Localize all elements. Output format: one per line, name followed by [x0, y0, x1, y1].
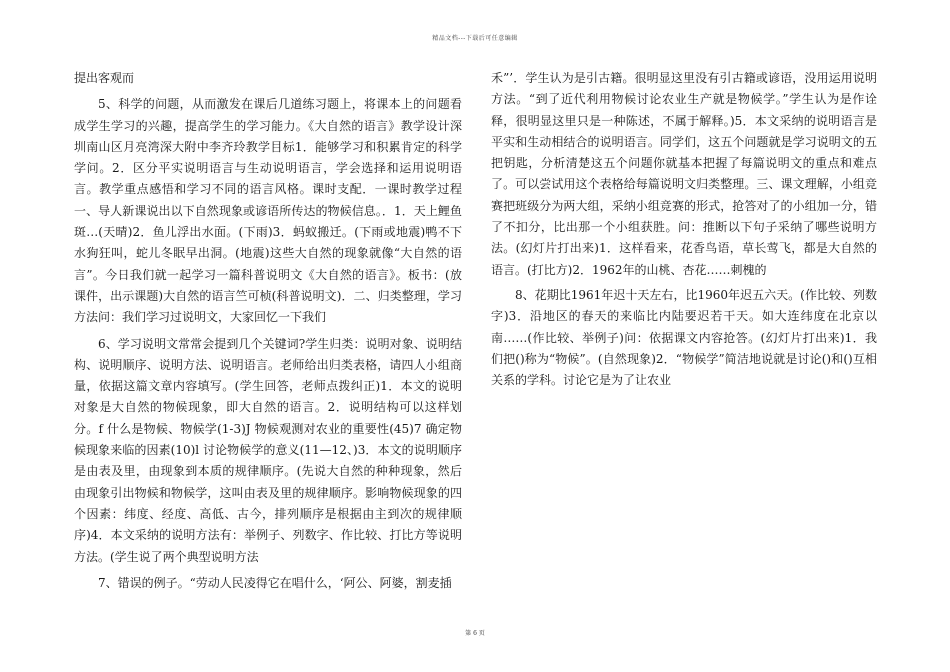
paragraph: 提出客观而 [74, 71, 135, 85]
left-column [74, 68, 462, 594]
right-column [491, 68, 877, 391]
paragraph: 6、学习说明文常常会提到几个关键词?学生归类：说明对象、说明结构、说明顺序、说明方法、说明语言。老师给出归类表格，请四人小组商量，依据这篇文章内容填写。(学生回答，老师点拨纠正)1．本文的说明对象是大自然的物候现象，即大自然的语言。2．说明结构可以这样划分。f 什么是物候、物候学(1-3)J 物候观测对农业的重要性(45)7 确定物候现象来临的因素(10)l 讨论物候学的意义(11—12、)3．本文的说明顺序是由表及里，由现象到本质的规律顺序。(先说大自然的种种现象，然后由现象引出物候和物候学，这叫由表及里的规律顺序。影响物候现象的四个因素：纬度、经度、高低、古今，排列顺序是根据由主到次的规律顺序)4．本文采纳的说明方法有：举例子、列数字、作比较、打比方等说明方法。(学生说了两个典型说明方法 [74, 336, 462, 564]
page-number: 第 6 页 [465, 630, 485, 637]
paragraph: 8、花期比1961年迟十天左右，比1960年迟五六天。(作比较、列数字)3．沿地区的春天的来临比内陆要迟若干天。如大连纬度在北京以南……(作比较、举例子)问：依据课文内容抢答。(幻灯片打出来)1．我们把()称为“物候”。(自然现象)2．“物候学”简洁地说就是讨论()和()互相关系的学科。讨论它是为了让农业 [491, 287, 877, 388]
paragraph: 禾”’．学生认为是引古籍。很明显这里没有引古籍或谚语，没用运用说明方法。“到了近代利用物候讨论农业生产就是物候学。”学生认为是作诠释，很明显这里只是一种陈述，不属于解释。)5．本文采纳的说明语言是平实和生动相结合的说明语言。同学们，这五个问题就是学习说明文的五把钥匙，分析清楚这五个问题你就基本把握了每篇说明文的重点和难点了。可以尝试用这个表格给每篇说明文归类整理。三、课文理解，小组竞赛把班级分为两大组，采纳小组竞赛的形式，抢答对了的小组加一分，错了不扣分，比出那一个小组获胜。问：推断以下句子采纳了哪些说明方法。(幻灯片打出来)1．这样看来，花香鸟语，草长莺飞，都是大自然的语言。(打比方)2．1962年的山桃、杏花……刺槐的 [491, 71, 877, 277]
paragraph: 7、错误的例子。“劳动人民凌得它在唱什么，‘阿公、阿婆，割麦插 [98, 575, 452, 590]
page-header: 精品文档---下载后可任意编辑 [432, 35, 518, 42]
paragraph: 5、科学的问题，从而激发在课后几道练习题上，将课本上的问题看成学生学习的兴趣，提高学生的学习能力。《大自然的语言》教学设计深圳南山区月亮湾深大附中李齐玲教学目标1．能够学习和积累肯定的科学学问。2．区分平实说明语言与生动说明语言，学会选择和运用说明语言。教学重点感悟和学习不同的语言风格。课时支配．一课时教学过程一、导人新课说出以下自然现象或谚语所传达的物候信息。．1．天上鲤鱼斑…(天晴)2．鱼儿浮出水面。(下雨)3．蚂蚁搬迁。(下雨或地震)鸭不下水狗狂叫，蛇儿冬眠早出洞。(地震)这些大自然的现象就像“大自然的语言”。今日我们就一起学习一篇科普说明文《大自然的语言》。板书：(放课件，出示课题)大自然的语言竺可桢(科普说明文)．二、归类整理，学习方法问：我们学习过说明文，大家回忆一下我们 [74, 97, 462, 325]
